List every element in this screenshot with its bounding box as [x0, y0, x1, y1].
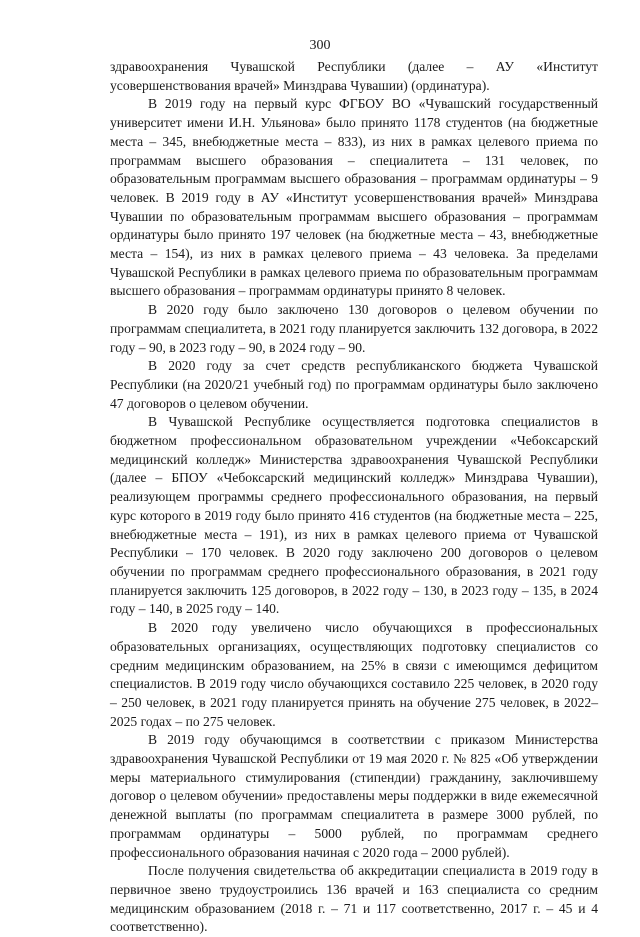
paragraph-5: В Чувашской Республике осуществляется подготовка специалистов в бюджетном профессиональном образовательном учреждении «Чебоксарский медицинский колледж» Министерства здравоохранения Чувашской Республики (далее – БПОУ «Чебоксарский медицинский колледж» Минздрава Чувашии), реализующем программы среднего профессионального образования, на первый курс которого в 2019 году было принято 416 студентов (на бюджетные места – 225, внебюджетные места – 191), из них в рамках целевого приема от Чувашской Республики – 170 человек. В 2020 году заключено 200 договоров о целевом обучении по программам среднего профессионального образования, в 2021 году планируется заключить 125 договоров, в 2022 году – 130, в 2023 году – 135, в 2024 году – 140, в 2025 году – 140. [110, 414, 598, 617]
paragraph-3: В 2020 году было заключено 130 договоров о целевом обучении по программам специалитета, в 2021 году планируется заключить 132 договора, в 2022 году – 90, в 2023 году – 90, в 2024 году – 90. [110, 302, 598, 355]
paragraph-2: В 2019 году на первый курс ФГБОУ ВО «Чувашский государственный университет имени И.Н. Ульянова» было принято 1178 студентов (на бюджетные места – 345, внебюджетные места – 833), из них в рамках целевого приема по программам высшего образования – специалитета – 131 человек, по образовательным программам высшего образования – программам ординатуры – 9 человек. В 2019 году в АУ «Институт усовершенствования врачей» Минздрава Чувашии по образовательным программам высшего образования – программам ординатуры было принято 197 человек (на бюджетные места – 43, внебюджетные места – 154), из них в рамках целевого приема – 43 человека. За пределами Чувашской Республики в рамках целевого приема по образовательным программам высшего образования – программам ординатуры принято 8 человек. [110, 96, 598, 299]
paragraph-4: В 2020 году за счет средств республиканского бюджета Чувашской Республики (на 2020/21 учебный год) по программам ординатуры было заключено 47 договоров о целевом обучении. [110, 358, 598, 411]
page-number: 300 [309, 38, 331, 53]
paragraph-7: В 2019 году обучающимся в соответствии с приказом Министерства здравоохранения Чувашской Республики от 19 мая 2020 г. № 825 «Об утверждении меры материального стимулирования (стипендии) гражданину, заключившему договор о целевом обучении» предоставлены меры поддержки в виде ежемесячной денежной выплаты (по программам специалитета в размере 3000 рублей, по программам ординатуры – 5000 рублей, по программам среднего профессионального образования начиная с 2020 года – 2000 рублей). [110, 732, 598, 860]
body-text [110, 58, 598, 937]
paragraph-8: После получения свидетельства об аккредитации специалиста в 2019 году в первичное звено трудоустроились 136 врачей и 163 специалиста со средним медицинским образованием (2018 г. – 71 и 117 соответственно, 2017 г. – 45 и 4 соответственно). [110, 863, 598, 935]
paragraph-6: В 2020 году увеличено число обучающихся в профессиональных образовательных организациях, осуществляющих подготовку специалистов со средним медицинским образованием, на 25% в связи с имеющимся дефицитом специалистов. В 2019 году число обучающихся составило 225 человек, в 2020 году – 250 человек, в 2021 году планируется принять на обучение 275 человек, в 2022–2025 годах – по 275 человек. [110, 620, 598, 729]
paragraph-1: здравоохранения Чувашской Республики (далее – АУ «Институт усовершенствования врачей» Минздрава Чувашии) (ординатура). [110, 59, 598, 93]
